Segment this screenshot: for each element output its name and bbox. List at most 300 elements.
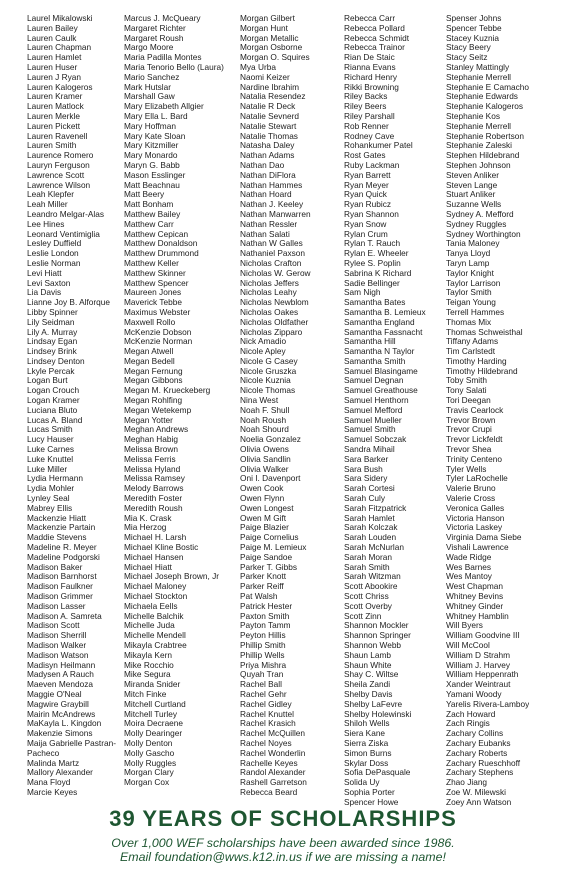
scholar-name: Rachel Gidley [240, 699, 292, 709]
scholar-name: Lydia Mohler [27, 484, 75, 494]
scholar-name: Phillip Smith [240, 641, 286, 650]
scholar-name: Samantha Hill [344, 337, 396, 347]
scholar-name: Mia K. Crask [124, 513, 172, 523]
scholar-name: Natalie Stewart [240, 121, 297, 131]
scholar-name: Riley Backs [344, 92, 388, 102]
scholar-name: Lkyle Percak [27, 366, 75, 376]
scholar-name: Rebecca Beard [240, 787, 298, 797]
scholar-name: Melody Barrows [124, 484, 184, 494]
scholar-name: Mana Floyd [27, 778, 71, 788]
scholar-name: Paxton Smith [240, 611, 290, 621]
scholar-name: Sierra Ziska [344, 738, 389, 748]
scholar-name: Sydney Worthington [446, 229, 521, 239]
scholar-name: Nicholas Crafton [240, 258, 302, 268]
scholar-name: Matthew Carr [124, 219, 174, 229]
scholar-name: Stephanie Kalogeros [446, 102, 524, 112]
scholar-name: Shaun White [344, 660, 392, 670]
scholar-name: Morgan O. Squires [240, 53, 310, 63]
scholar-name: Lauren J Ryan [27, 72, 81, 82]
scholar-name: Toby Smith [446, 376, 488, 386]
scholar-name: Nicole Apley [240, 347, 286, 357]
scholar-name: Priya Mishra [240, 660, 287, 670]
scholar-name: Mya Urba [240, 62, 276, 72]
scholar-name: Ryan Barrett [344, 170, 391, 180]
names-column-5 [446, 14, 529, 808]
scholar-name: Nicholas Oakes [240, 307, 299, 317]
scholar-name: Shelby Holewinski [344, 709, 412, 719]
scholar-name: Skylar Doss [344, 758, 389, 768]
scholar-name: Lawrence Scott [27, 170, 85, 180]
scholar-name: Wade Ridge [446, 552, 492, 562]
scholar-name: Luke Knuttel [27, 454, 74, 464]
scholar-name: Michael H. Larsh [124, 533, 187, 543]
scholar-name: Tony Salati [446, 386, 487, 396]
scholar-name: Victoria Laskey [446, 523, 503, 533]
scholar-name: Lucas Smith [27, 425, 73, 435]
scholar-name: Stephen Hildebrand [446, 151, 520, 161]
scholar-name: Veronica Galles [446, 503, 505, 513]
scholar-name: Sydney Ruggles [446, 219, 507, 229]
scholar-name: Vishali Lawrence [446, 543, 509, 553]
scholar-name: Michelle Balchik [124, 611, 184, 621]
scholar-name: Rohankumer Patel [344, 141, 413, 151]
scholar-name: Spencer Howe [344, 797, 399, 807]
scholar-name: Tania Maloney [446, 239, 500, 249]
scholar-name: Lauren Kramer [27, 92, 83, 102]
scholar-name: Sophia Porter [344, 787, 395, 797]
scholar-name: Rashell Garretson [240, 778, 307, 788]
scholar-name: Melissa Hyland [124, 464, 181, 474]
scholar-name: Quyah Tran [240, 670, 284, 680]
scholar-name: Ryan Shannon [344, 209, 399, 219]
scholar-name: Michael Joseph Brown, Jr [124, 572, 219, 582]
scholar-name: Rian De Staic [344, 53, 395, 63]
scholar-name: Stuart Anliker [446, 190, 496, 200]
scholar-name: Sarah Kolczak [344, 523, 398, 533]
scholar-name: Spencer Tebbe [446, 23, 502, 33]
scholar-name: Sheila Zandi [344, 680, 391, 690]
scholar-name: Samantha B. Lemieux [344, 307, 426, 317]
scholar-name: Lauren Bailey [27, 23, 78, 33]
scholar-name: Patrick Hester [240, 601, 293, 611]
scholar-name: Samuel Smith [344, 425, 396, 435]
scholar-name: Phillip Wells [240, 650, 285, 660]
scholar-name: Parker T. Gibbs [240, 562, 298, 572]
scholar-name: Scott Zinn [344, 611, 382, 621]
scholar-name: Sara Barker [344, 454, 389, 464]
scholar-name: Michelle Juda [124, 621, 175, 631]
scholar-name: Natalia Resendez [240, 92, 306, 102]
scholar-name: Lauren Chapman [27, 43, 92, 53]
scholar-name: Maija Gabrielle Pastran- [27, 738, 116, 748]
scholar-name: Tanya Lloyd [446, 249, 491, 259]
scholar-name: Stephanie Edwards [446, 92, 518, 102]
scholar-name: Shannon Webb [344, 641, 402, 650]
scholar-name: Simon Burns [344, 748, 392, 758]
scholar-name: Marcus J. McQueary [124, 14, 201, 23]
scholar-name: Rodney Cave [344, 131, 395, 141]
scholar-name: Lauren Pickett [27, 121, 81, 131]
scholar-name: Nicholas Leahy [240, 288, 297, 298]
scholar-name: Morgan Gilbert [240, 14, 295, 23]
scholar-name: Morgan Cox [124, 778, 170, 788]
scholar-name: Leandro Melgar-Alas [27, 209, 105, 219]
scholar-name: Mason Esslinger [124, 170, 186, 180]
scholar-name: Rebecca Schmidt [344, 33, 410, 43]
scholar-name: Samuel Sobczak [344, 435, 407, 445]
scholar-name: Maxwell Rollo [124, 317, 176, 327]
scholar-name: Mitchell Turley [124, 709, 178, 719]
scholar-name: Matthew Cepican [124, 229, 189, 239]
scholar-name: Samantha Bates [344, 298, 406, 308]
scholar-name: Will McCool [446, 641, 490, 650]
scholar-name: Rachel Knuttel [240, 709, 294, 719]
scholar-name: Paige Sandoe [240, 552, 293, 562]
scholar-name: Sara Bush [344, 464, 383, 474]
scholar-name: Steven Anliker [446, 170, 500, 180]
scholar-name: Meredith Foster [124, 494, 183, 504]
scholar-name: Olivia Owens [240, 445, 289, 455]
scholar-name: Laurel Mikalowski [27, 14, 93, 23]
scholar-name: Zachary Eubanks [446, 738, 511, 748]
scholar-name: Riley Beers [344, 102, 387, 112]
scholar-name: Nathan Hammes [240, 180, 303, 190]
scholar-name: Taylor Larrison [446, 278, 501, 288]
scholar-name: Matt Beery [124, 190, 165, 200]
scholar-name: Rachel Krasich [240, 719, 296, 729]
scholar-name: Matthew Drummond [124, 249, 199, 259]
scholar-name: Rost Gates [344, 151, 386, 161]
scholar-name: Sarah Hamlet [344, 513, 395, 523]
scholar-name: Michael Hansen [124, 552, 184, 562]
scholar-name: Rachel Wonderlin [240, 748, 306, 758]
scholar-name: Ryan Quick [344, 190, 387, 200]
scholar-name: Matthew Skinner [124, 268, 186, 278]
scholar-name: Michael Hiatt [124, 562, 172, 572]
scholar-name: Shelby LaFevre [344, 699, 403, 709]
scholar-name: Michael Maloney [124, 582, 187, 592]
scholar-name: Megan Fernung [124, 366, 183, 376]
scholar-name: Victoria Hanson [446, 513, 505, 523]
footer-subtitle-1: Over 1,000 WEF scholarships have been awarded since 1986. [111, 836, 455, 850]
scholar-name: Madeline R. Meyer [27, 543, 97, 553]
scholar-name: Zach Ringis [446, 719, 490, 729]
scholar-name: Leslie London [27, 249, 79, 259]
scholar-name: Nick Amadio [240, 337, 287, 347]
scholar-name: Sydney A. Mefford [446, 209, 514, 219]
scholar-name: Molly Denton [124, 738, 173, 748]
scholar-name: Mary Kitzmiller [124, 141, 179, 151]
scholar-name: Michaela Eells [124, 601, 178, 611]
scholar-name: West Chapman [446, 582, 504, 592]
scholar-name: Yarelis Rivera-Lamboy [446, 699, 530, 709]
scholar-name: Matthew Spencer [124, 278, 189, 288]
scholar-name: Taryn Lamp [446, 258, 490, 268]
scholar-name: Morgan Clary [124, 768, 174, 778]
scholar-name: Shannon Mockler [344, 621, 409, 631]
scholar-name: Whitney Ginder [446, 601, 504, 611]
scholar-name: Taylor Knight [446, 268, 494, 278]
scholar-name: Paige M. Lemieux [240, 543, 307, 553]
scholar-name: Rylee S. Poplin [344, 258, 401, 268]
scholar-name: Meredith Roush [124, 503, 183, 513]
scholar-name: Luke Carnes [27, 445, 75, 455]
scholar-name: Megan Gibbons [124, 376, 183, 386]
scholar-name: Richard Henry [344, 72, 398, 82]
scholar-name: Zach Howard [446, 709, 496, 719]
scholar-name: Moira Decraene [124, 719, 184, 729]
scholar-name: Scott Abookire [344, 582, 398, 592]
scholar-name: Mikayla Kern [124, 650, 172, 660]
scholar-name: Whitney Bevins [446, 592, 504, 602]
scholar-name: Megan Rohlfing [124, 396, 183, 406]
scholar-name: Samuel Henthorn [344, 396, 409, 406]
scholar-name: Lauren Merkle [27, 111, 81, 121]
scholar-name: Meghan Habig [124, 435, 178, 445]
scholar-name: Lydia Hermann [27, 474, 83, 484]
scholar-name: Pacheco [27, 748, 60, 758]
scholar-name: Rikki Browning [344, 82, 399, 92]
scholar-name: Stanley Mattingly [446, 62, 510, 72]
scholar-name: Ryan Snow [344, 219, 387, 229]
scholar-name: Sarah Witzman [344, 572, 401, 582]
scholar-name: Laurence Romero [27, 151, 94, 161]
scholar-name: Noah F. Shull [240, 405, 290, 415]
scholar-name: Steven Lange [446, 180, 498, 190]
scholar-name: Lauren Smith [27, 141, 77, 151]
scholar-name: Leah Miller [27, 200, 68, 210]
scholar-name: Maddie Stevens [27, 533, 87, 543]
scholar-name: Stephen Johnson [446, 160, 511, 170]
scholar-name: Stacey Kuznia [446, 33, 500, 43]
scholar-name: Margaret Richter [124, 23, 186, 33]
scholar-name: Mike Segura [124, 670, 171, 680]
scholar-name: Lucy Hauser [27, 435, 74, 445]
scholar-name: Rylan E. Wheeler [344, 249, 409, 259]
scholar-name: Stephanie Robertson [446, 131, 524, 141]
scholar-name: Samantha N Taylor [344, 347, 415, 357]
scholar-name: Samuel Mefford [344, 405, 403, 415]
scholar-name: Noah Roush [240, 415, 287, 425]
scholar-name: Lauren Ravenell [27, 131, 88, 141]
scholar-name: Thomas Mix [446, 317, 492, 327]
scholar-name: Mackenzie Hiatt [27, 513, 87, 523]
scholar-name: Megan M. Krueckeberg [124, 386, 211, 396]
scholar-name: Miranda Snider [124, 680, 181, 690]
scholar-name: Mary Ella L. Bard [124, 111, 188, 121]
scholar-name: Tiffany Adams [446, 337, 499, 347]
scholar-name: Xander Weintraut [446, 680, 511, 690]
scholar-name: Megan Yotter [124, 415, 173, 425]
scholar-name: Natalie Thomas [240, 131, 298, 141]
scholar-name: Madison Faulkner [27, 582, 93, 592]
scholar-name: Megan Bedell [124, 356, 175, 366]
scholar-name: Megan Wetekemp [124, 405, 192, 415]
scholar-name: Matt Beachnau [124, 180, 180, 190]
scholar-name: Shay C. Wiltse [344, 670, 399, 680]
scholar-name: Sadie Bellinger [344, 278, 400, 288]
names-list [0, 14, 566, 807]
scholar-name: Nathan DiFlora [240, 170, 296, 180]
scholar-name: Scott Overby [344, 601, 392, 611]
scholar-name: Valerie Bruno [446, 484, 496, 494]
scholar-name: Scott Chriss [344, 592, 389, 602]
scholar-name: Lucas A. Bland [27, 415, 83, 425]
scholar-name: Nina West [240, 396, 279, 406]
scholar-name: Nicole Kuznia [240, 376, 291, 386]
scholar-name: Maria Tenorio Bello (Laura) [124, 62, 224, 72]
scholar-name: Nicholas Jeffers [240, 278, 299, 288]
scholar-name: Pat Walsh [240, 592, 278, 602]
scholar-name: Melissa Ferris [124, 454, 176, 464]
scholar-name: Molly Ruggles [124, 758, 177, 768]
scholar-name: Matthew Donaldson [124, 239, 198, 249]
scholar-name: Shelby Davis [344, 689, 393, 699]
scholar-name: Zachary Roberts [446, 748, 508, 758]
scholar-name: Sarah Cortesi [344, 484, 395, 494]
scholar-name: Malinda Martz [27, 758, 80, 768]
scholar-name: Luciana Bluto [27, 405, 78, 415]
scholar-name: Nathan Salati [240, 229, 290, 239]
scholar-name: Nardine Ibrahim [240, 82, 300, 92]
scholar-name: Natalie R Deck [240, 102, 296, 112]
scholar-name: Mike Rocchio [124, 660, 174, 670]
scholar-name: Mary Kate Sloan [124, 131, 186, 141]
scholar-name: Sabrina K Richard [344, 268, 412, 278]
scholar-name: Madison Lasser [27, 601, 86, 611]
scholar-name: Rob Renner [344, 121, 389, 131]
scholar-name: Trevor Brown [446, 415, 496, 425]
scholar-name: Margo Moore [124, 43, 174, 53]
scholar-name: Sarah Moran [344, 552, 392, 562]
scholar-name: Samantha Smith [344, 356, 406, 366]
names-column-1 [27, 14, 116, 798]
scholar-name: Meghan Andrews [124, 425, 189, 435]
scholar-name: Wes Mantoy [446, 572, 492, 582]
scholar-name: Natalie Sevnerd [240, 111, 300, 121]
scholar-name: Marshall Gaw [124, 92, 175, 102]
scholar-name: Samuel Blasingame [344, 366, 418, 376]
scholar-name: Levi Saxton [27, 278, 71, 288]
scholar-name: Travis Cearlock [446, 405, 504, 415]
scholar-name: Madeline Podgorski [27, 552, 100, 562]
scholar-name: McKenzie Dobson [124, 327, 192, 337]
scholar-name: Noah Shourd [240, 425, 289, 435]
scholar-name: Taylor Smith [446, 288, 492, 298]
scholar-name: Trevor Crupi [446, 425, 492, 435]
scholar-name: Lauren Huser [27, 62, 78, 72]
scholar-name: Naomi Keizer [240, 72, 290, 82]
scholar-name: Rianna Evans [344, 62, 396, 72]
scholar-name: Lily Seidman [27, 317, 75, 327]
scholar-name: Rachel Gehr [240, 689, 287, 699]
scholar-name: Lee Hines [27, 219, 65, 229]
scholar-name: Libby Spinner [27, 307, 78, 317]
scholar-name: Lindsay Egan [27, 337, 78, 347]
scholar-name: Lauryn Ferguson [27, 160, 90, 170]
scholar-name: Logan Crouch [27, 386, 80, 396]
names-column-4 [344, 14, 426, 808]
scholar-name: Zhao Jiang [446, 778, 488, 788]
scholar-name: Stacy Seitz [446, 53, 488, 63]
scholar-name: Mitchell Curtland [124, 699, 186, 709]
scholar-name: Suzanne Wells [446, 200, 502, 210]
scholar-name: Mary Elizabeth Allgier [124, 102, 204, 112]
scholar-name: Paige Blazier [240, 523, 289, 533]
scholar-name: Sam Nigh [344, 288, 381, 298]
names-column-3 [240, 14, 311, 798]
scholar-name: Randol Alexander [240, 768, 306, 778]
scholar-name: Logan Kramer [27, 396, 80, 406]
scholar-name: Madison Grimmer [27, 592, 93, 602]
scholar-name: Riley Parshall [344, 111, 395, 121]
scholar-name: Stephanie Zaleski [446, 141, 512, 151]
scholar-name: Mairin McAndrews [27, 709, 96, 719]
scholar-name: Margaret Roush [124, 33, 184, 43]
scholar-name: Rebecca Pollard [344, 23, 405, 33]
scholar-name: Ryan Meyer [344, 180, 389, 190]
scholar-name: Nathan Dao [240, 160, 285, 170]
scholar-name: Owen Longest [240, 503, 294, 513]
scholar-name: Wes Barnes [446, 562, 492, 572]
scholar-name: Thomas Schweisthal [446, 327, 523, 337]
scholar-name: Whitney Hamblin [446, 611, 509, 621]
scholar-name: MaKayla L. Kingdon [27, 719, 102, 729]
scholar-name: Maverick Tebbe [124, 298, 182, 308]
scholar-name: Lianne Joy B. Alforque [27, 298, 111, 308]
scholar-name: Stephanie E Camacho [446, 82, 530, 92]
scholar-name: Madison Watson [27, 650, 89, 660]
scholar-name: Lauren Matlock [27, 102, 84, 112]
scholar-name: Parker Reiff [240, 582, 284, 592]
scholar-name: Olivia Sandlin [240, 454, 291, 464]
scholar-name: Lynley Seal [27, 494, 70, 504]
scholar-name: Lindsey Brink [27, 347, 77, 357]
scholar-name: Lindsey Denton [27, 356, 85, 366]
scholar-name: Tyler LaRochelle [446, 474, 508, 484]
scholar-name: Samuel Degnan [344, 376, 404, 386]
scholar-name: Ruby Lackman [344, 160, 400, 170]
scholar-name: Sarah McNurlan [344, 543, 404, 553]
scholar-name: William Heppenrath [446, 670, 519, 680]
scholar-name: McKenzie Norman [124, 337, 193, 347]
scholar-name: Nathaniel Paxson [240, 249, 306, 259]
scholar-name: Michael Kline Bostic [124, 543, 199, 553]
scholar-name: Mitch Finke [124, 689, 167, 699]
scholar-name: Sofia DePasquale [344, 768, 411, 778]
scholar-name: Maximus Webster [124, 307, 191, 317]
scholar-name: Rachel Ball [240, 680, 282, 690]
scholar-name: Leslie Norman [27, 258, 81, 268]
scholar-name: Rylan T. Rauch [344, 239, 401, 249]
scholar-name: Logan Burt [27, 376, 68, 386]
scholar-name: Valerie Cross [446, 494, 496, 504]
scholar-name: Maeven Mendoza [27, 680, 93, 690]
scholar-name: Nicholas Zipparo [240, 327, 303, 337]
scholar-name: Mark Hutslar [124, 82, 172, 92]
scholar-name: Trevor Lickfeldt [446, 435, 503, 445]
scholar-name: Parker Knott [240, 572, 287, 582]
scholar-name: Olivia Walker [240, 464, 289, 474]
scholar-name: Lauren Hamlet [27, 53, 82, 63]
scholar-name: Nathan Manwarren [240, 209, 311, 219]
scholar-name: Luke Miller [27, 464, 68, 474]
scholar-name: Rebecca Trainor [344, 43, 405, 53]
scholar-name: Stacy Beery [446, 43, 491, 53]
scholar-name: Nicholas Oldfather [240, 317, 309, 327]
scholar-name: Trevor Shea [446, 445, 492, 455]
scholar-name: Madisyn Heilmann [27, 660, 96, 670]
